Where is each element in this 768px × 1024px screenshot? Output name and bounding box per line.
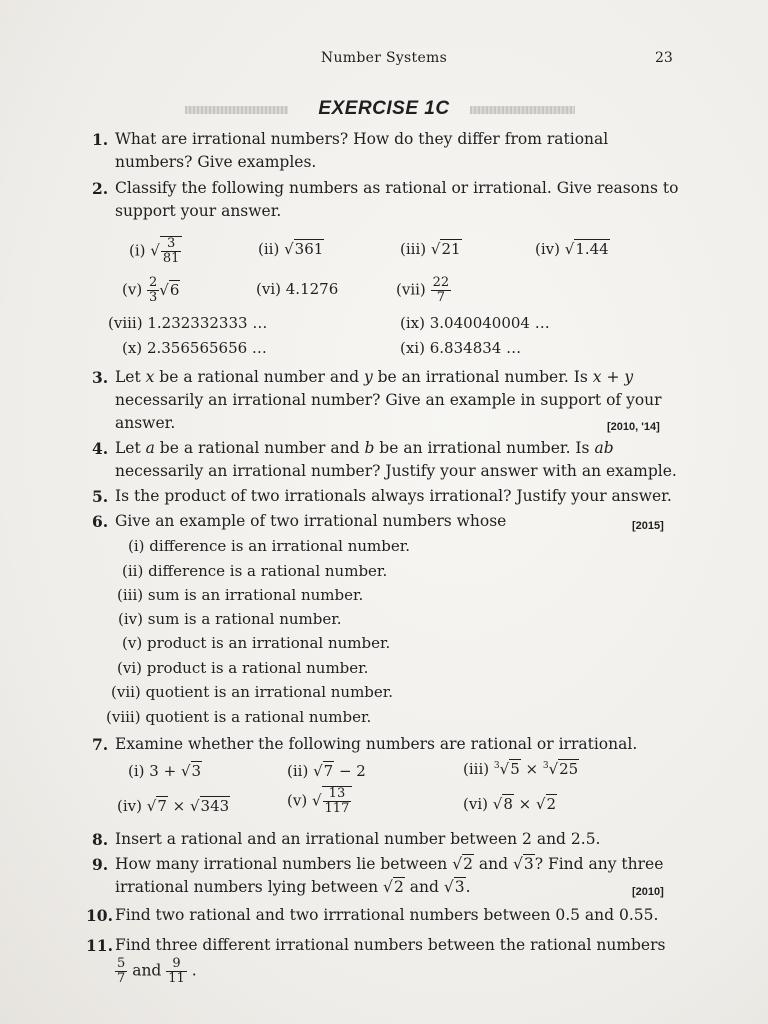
sqrt-symbol: √21 [430,240,461,258]
question-number: 4. [92,439,109,458]
year-tag: [2010, '14] [607,421,660,433]
question-text-line: necessarily an irrational number? Justify your answer with an example. [115,462,677,480]
page-number: 23 [655,50,673,66]
q7-item-iii: (iii) $^3$√5 × $^3$√25 [463,760,579,778]
question-text-line: Insert a rational and an irrational number between 2 and 2.5. [115,830,601,848]
question-11 [86,934,696,986]
q2-item-ii: (ii) √361 [258,240,324,258]
question-text-line: numbers? Give examples. [115,153,317,171]
question-number: 3. [92,368,109,387]
question-text-line: Examine whether the following numbers are rational or irrational. [115,735,638,753]
running-header-title: Number Systems [320,50,448,66]
question-fractions-line: $\frac{5}{7}$ and $\frac{9}{11}$ . [117,956,197,986]
sqrt-symbol: √361 [284,240,324,258]
q2-item-ix: (ix) 3.040040004 … [400,314,550,332]
question-text-line: Is the product of two irrationals always irrational? Justify your answer. [115,487,672,505]
question-number: 9. [92,855,109,874]
question-number: 11. [86,936,113,955]
q7-item-v: (v) √ $\frac{13}{117}$ [287,786,352,816]
q7-item-i: (i) 3 + √3 [128,762,202,780]
exercise-title: EXERCISE 1C [318,98,450,119]
question-text-line: necessarily an irrational number? Give an example in support of your [115,391,662,409]
question-number: 8. [92,830,109,849]
q2-item-iii: (iii) √21 [400,240,461,258]
question-text-line: What are irrational numbers? How do they differ from rational [115,130,609,148]
question-text-line: Find two rational and two irrrational numbers between 0.5 and 0.55. [115,906,659,924]
q6-sub-ii: (ii) difference is a rational number. [122,562,388,580]
q2-item-v: (v) $\frac{2}{3}$ √6 [122,275,180,305]
question-3 [92,366,692,435]
q6-sub-vii: (vii) quotient is an irrational number. [111,683,394,701]
question-number: 2. [92,179,109,198]
question-number: 5. [92,487,109,506]
question-text-line: Classify the following numbers as rational or irrational. Give reasons to [115,179,679,197]
question-4 [92,437,692,483]
q6-sub-i: (i) difference is an irrational number. [128,537,411,555]
question-number: 1. [92,130,109,149]
sqrt-symbol: √ $\frac{3}{81}$ [150,236,182,266]
question-text-line: Let x be a rational number and y be an irrational number. Is x + y [115,368,634,386]
question-text-line: irrational numbers lying between √2 and √3. [115,878,471,896]
question-text-line: answer. [115,414,176,432]
q2-item-vi: (vi) 4.1276 [256,280,339,298]
sqrt-symbol: √3 [180,762,202,780]
sqrt-symbol: √ $\frac{13}{117}$ [312,786,352,816]
question-6 [92,510,692,533]
year-tag: [2015] [632,520,664,532]
q6-sub-iii: (iii) sum is an irrational number. [117,586,364,604]
question-text-line: Give an example of two irrational numbers whose [115,512,507,530]
sqrt-symbol: √1.44 [564,240,609,258]
sqrt-symbol: √6 [159,280,180,299]
sqrt-symbol: √7 [146,797,167,815]
q6-sub-v: (v) product is an irrational number. [122,634,391,652]
sqrt-symbol: √343 [189,797,230,815]
q6-sub-vi: (vi) product is a rational number. [117,659,369,677]
q2-item-vii: (vii) $\frac{22}{7}$ [396,275,450,305]
q2-item-viii: (viii) 1.232332333 … [108,314,268,332]
sqrt-symbol: √8 [492,795,513,813]
q7-item-iv: (iv) √7 × √343 [117,797,230,815]
cube-root-symbol: √5 [499,760,520,778]
question-number: 6. [92,512,109,531]
question-2 [92,177,692,223]
sqrt-symbol: √7 [313,762,334,780]
sqrt-symbol: √2 [535,795,557,813]
question-text-line: Let a be a rational number and b be an irrational number. Is ab [115,439,614,457]
title-rule-right [470,106,575,114]
question-5 [92,485,692,508]
question-8 [92,828,692,851]
question-text-line: How many irrational numbers lie between √2 and √3? Find any three [115,855,664,873]
question-text-line: support your answer. [115,202,282,220]
question-10 [86,904,696,927]
year-tag: [2010] [632,886,664,898]
q2-item-xi: (xi) 6.834834 … [400,339,522,357]
question-number: 7. [92,735,109,754]
q2-item-i: (i) √ $\frac{3}{81}$ [129,236,182,266]
q2-item-x: (x) 2.356565656 … [122,339,267,357]
q7-item-vi: (vi) √8 × √2 [463,795,557,813]
q2-item-iv: (iv) √1.44 [535,240,609,258]
question-1 [92,128,692,174]
q6-sub-viii: (viii) quotient is a rational number. [106,708,372,726]
q7-item-ii: (ii) √7 − 2 [287,762,366,780]
cube-root-symbol: √25 [548,760,579,778]
question-7 [92,733,692,756]
question-number: 10. [86,906,113,925]
q6-sub-iv: (iv) sum is a rational number. [118,610,342,628]
question-9 [92,853,692,899]
question-text-line: Find three different irrational numbers between the rational numbers [115,936,666,954]
